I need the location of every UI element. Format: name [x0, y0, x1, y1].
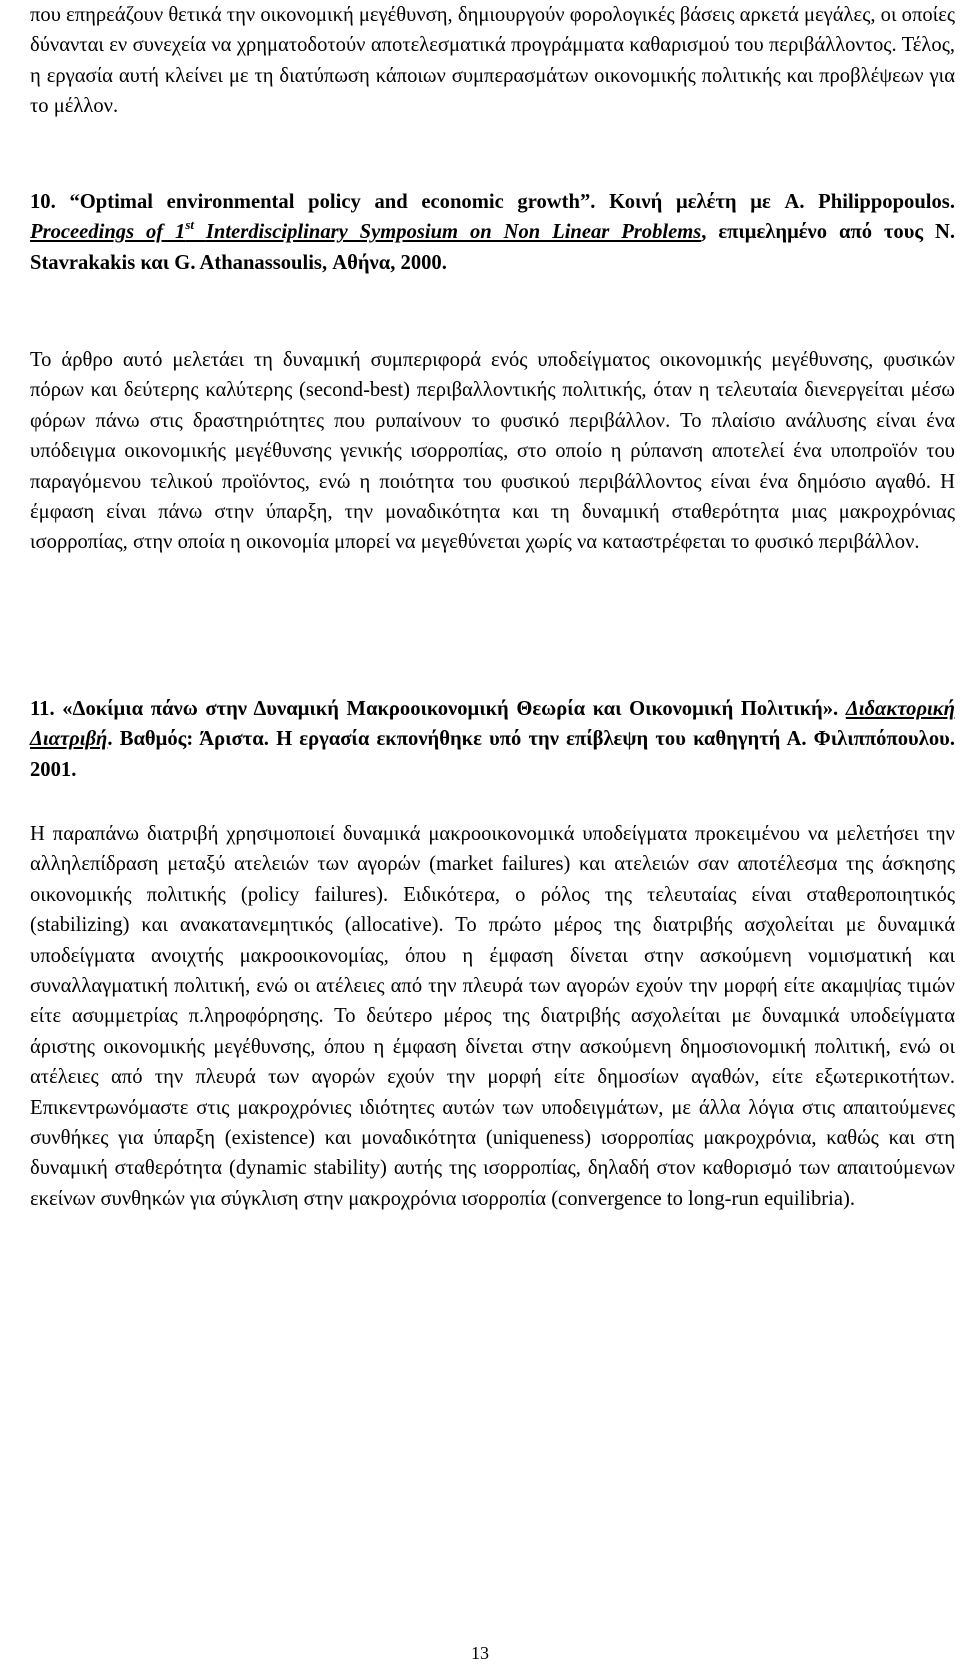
entry-11-abstract: Η παραπάνω διατριβή χρησιμοποιεί δυναμικά μακροοικονομικά υποδείγματα προκειμένου να μελετήσει την αλληλεπίδραση μεταξύ ατελειών των αγορών (market failures) και ατελειών σαν αποτέλεσμα της άσκησης οικονομικής πολιτικής (policy failures). Ειδικότερα, ο ρόλος της τελευταίας είναι σταθεροποιητικός (stabilizing) και ανακατανεμητικός (allocative). Το πρώτο μέρος της διατριβής ασχολείται με δυναμικά υποδείγματα ανοιχτής μακροοικονομίας, όπου η έμφαση δίνεται στην ασκούμενη νομισματική και συναλλαγματική πολιτική, ενώ οι ατέλειες από την πλευρά των αγορών εχούν την μορφή είτε ακαμψίας τιμών είτε ασυμμετρίας π.ληροφόρησης. Το δεύτερο μέρος της διατριβής ασχολείται με δυναμικά υποδείγματα άριστης οικονομικής μεγέθυνσης, όπου η έμφαση δίνεται στην ασκούμενη δημοσιονομική πολιτική, ενώ οι ατέλειες από την πλευρά των αγορών εχούν την μορφή είτε δημοσίων αγαθών, είτε εξωτερικοτήτων. Επικεντρωνόμαστε στις μακροχρόνιες ιδιότητες αυτών των υποδειγμάτων, με άλλα λόγια στις απαιτούμενες συνθήκες για ύπαρξη (existence) και μοναδικότητα (uniqueness) ισορροπίας μακροχρόνια, καθώς και στη δυναμική σταθερότητα (dynamic stability) αυτής της ισορροπίας, δηλαδή στον καθορισμό των απαιτούμενων εκείνων συνθηκών για σύγκλιση στην μακροχρόνια ισορροπία (convergence to long-run equilibria). — [30, 823, 955, 1210]
entry-10-heading — [30, 187, 955, 278]
entry-10-abstract: Το άρθρο αυτό μελετάει τη δυναμική συμπεριφορά ενός υποδείγματος οικονομικής μεγέθυνσης, φυσικών πόρων και δεύτερης καλύτερης (second-best) περιβαλλοντικής πολιτικής, όταν η τελευταία διενεργείται μέσω φόρων πάνω στις δραστηριότητες που ρυπαίνουν το φυσικό περιβάλλον. Το πλαίσιο ανάλυσης είναι ένα υπόδειγμα οικονομικής μεγέθυνσης γενικής ισορροπίας, στο οποίο η ρύπανση αποτελεί ένα υποπροϊόν του παραγόμενου τελικού προϊόντος, ενώ η ποιότητα του φυσικού περιβάλλοντος είναι ένα δημόσιο αγαθό. Η έμφαση είναι πάνω στην ύπαρξη, την μοναδικότητα και τη δυναμική σταθερότητα μιας μακροχρόνιας ισορροπίας, στην οποία η οικονομία μπορεί να μεγεθύνεται χωρίς να καταστρέφεται το φυσικό περιβάλλον. — [30, 349, 955, 554]
entry-10-proceedings-rest: Interdisciplinary Symposium on Non Linear Problems — [205, 221, 702, 244]
entry-11-number: 11. — [30, 698, 55, 720]
page-number: 13 — [471, 1643, 489, 1663]
entry-11-type: Διδακτορική Διατριβή — [30, 698, 955, 751]
entry-10-title: “Optimal environmental policy and economic growth”. — [69, 191, 596, 213]
entry-10-editors: , επιμελημένο από τους N. Stavrakakis και G. Athanassoulis, Αθήνα, 2000. — [30, 221, 955, 274]
entry-10-proceedings-sup: st — [185, 216, 194, 232]
entry-11-heading — [30, 694, 955, 785]
intro-paragraph: που επηρεάζουν θετικά την οικονομική μεγέθυνση, δημιουργούν φορολογικές βάσεις αρκετά μεγάλες, οι οποίες δύνανται εν συνεχεία να χρηματοδοτούν αποτελεσματικά προγράμματα καθαρισμού του περιβάλλοντος. Τέλος, η εργασία αυτή κλείνει με τη διατύπωση κάποιων συμπερασμάτων οικονομικής πολιτικής και προβλέψεων για το μέλλον. — [30, 4, 955, 118]
entry-10-coauthor: Κοινή μελέτη με A. Philippopoulos. — [609, 191, 955, 213]
entry-10-number: 10. — [30, 191, 56, 213]
entry-10-proceedings-prefix: Proceedings of 1 — [30, 221, 186, 244]
entry-11-title: «Δοκίμια πάνω στην Δυναμική Μακροοικονομική Θεωρία και Οικονομική Πολιτική». — [62, 698, 839, 720]
entry-10-proceedings — [30, 216, 702, 244]
entry-11-grade: . Βαθμός: Άριστα. Η εργασία εκπονήθηκε υπό την επίβλεψη του καθηγητή Α. Φιλιππόπουλου. 2001. — [30, 728, 955, 781]
